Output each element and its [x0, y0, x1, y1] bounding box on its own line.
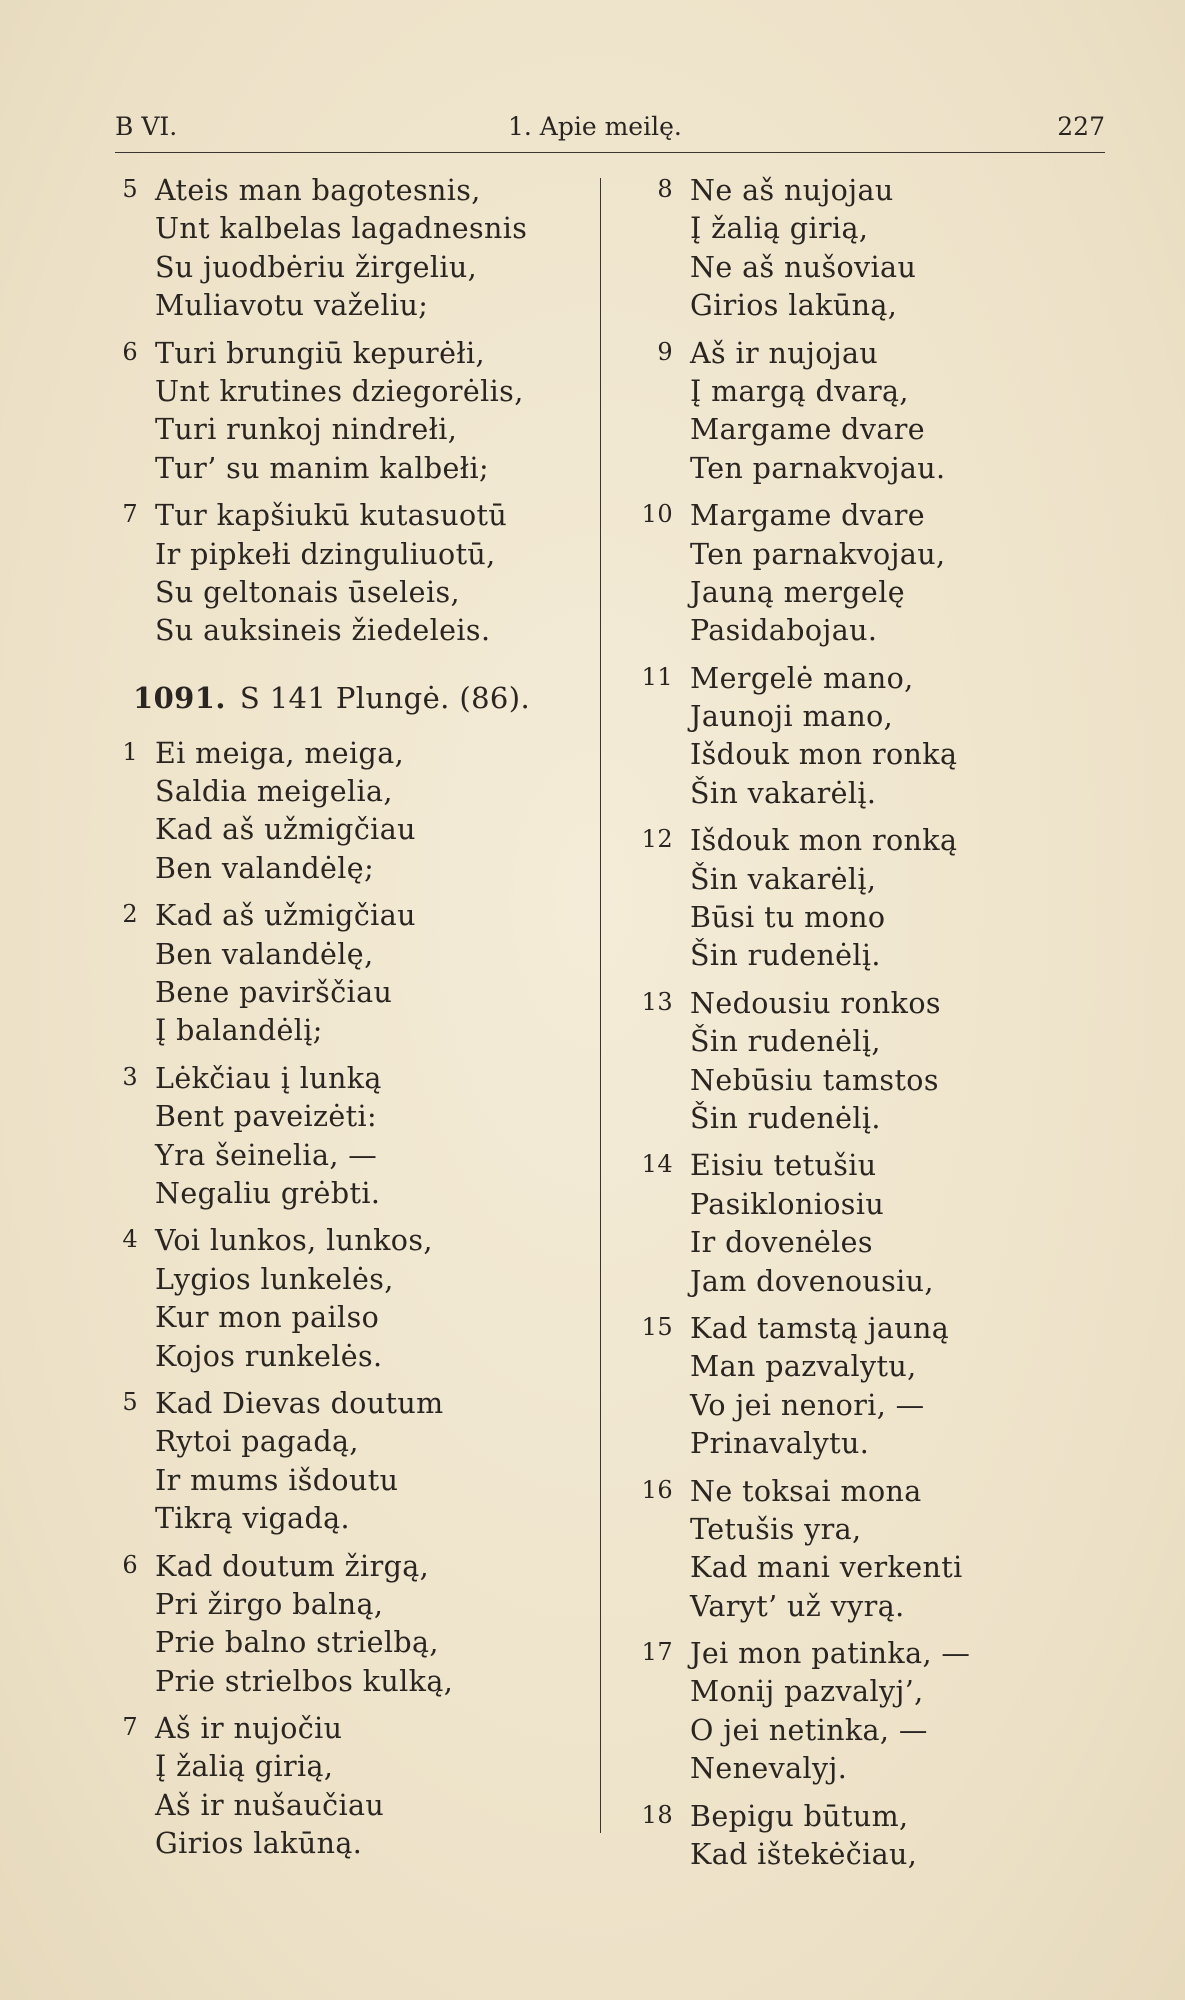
stanza-number: 6: [122, 1550, 138, 1579]
verse-line: Aš ir nujočiu: [155, 1712, 343, 1746]
verse-line: Išdouk mon ronką: [690, 738, 958, 772]
stanza-number: 3: [122, 1062, 138, 1091]
verse-line: Šin rudenėlį.: [690, 939, 881, 973]
verse-line: Nedousiu ronkos: [690, 986, 941, 1020]
verse-line: Su auksineis žiedeleis.: [155, 614, 491, 648]
verse-line: Ben valandėlę;: [155, 851, 375, 885]
verse-line: Šin vakarėlį,: [690, 862, 877, 896]
verse-line: Pri žirgo balną,: [155, 1587, 384, 1621]
stanza-number: 17: [641, 1638, 673, 1667]
verse-line: Kad mani verkenti: [690, 1551, 963, 1585]
song-number: 1091.: [133, 680, 226, 715]
verse-line: Ben valandėlę,: [155, 937, 374, 971]
verse-line: Voi lunkos, lunkos,: [155, 1224, 433, 1258]
verse-line: Yra šeinelia, —: [155, 1138, 378, 1172]
verse-line: Varyt’ už vyrą.: [690, 1589, 905, 1623]
verse-line: Negaliu grėbti.: [155, 1176, 381, 1210]
stanza: [635, 1147, 1105, 1301]
verse-line: Kur mon pailso: [155, 1301, 380, 1335]
page-header: [115, 112, 1105, 152]
verse-line: Kad aš užmigčiau: [155, 813, 416, 847]
verse-line: Lėkčiau į lunką: [155, 1061, 382, 1095]
column-divider: [600, 178, 601, 1833]
stanza-lines: [155, 735, 570, 889]
verse-line: Ir pipkełi dzinguliuotū,: [155, 537, 496, 571]
stanza-lines: [155, 1385, 570, 1539]
verse-line: Kad Dievas doutum: [155, 1386, 444, 1420]
stanza: [635, 172, 1105, 326]
verse-line: Aš ir nušaučiau: [155, 1788, 385, 1822]
stanza-number: 4: [122, 1225, 138, 1254]
verse-line: Margame dvare: [690, 413, 926, 447]
verse-line: Nebūsiu tamstos: [690, 1063, 939, 1097]
verse-line: Jauną mergelę: [690, 575, 905, 609]
stanza-lines: [155, 497, 570, 651]
stanza-number: 15: [641, 1312, 673, 1341]
stanza-lines: [155, 1060, 570, 1214]
verse-line: Prinavalytu.: [690, 1427, 870, 1461]
verse-line: Aš ir nujojau: [690, 336, 879, 370]
verse-line: Tikrą vigadą.: [155, 1502, 351, 1536]
intro-stanzas: [100, 172, 570, 651]
verse-line: Kad tamstą jauną: [690, 1311, 950, 1345]
stanza-lines: [690, 1310, 1105, 1464]
stanza: [635, 1473, 1105, 1627]
stanza: [635, 1798, 1105, 1875]
stanza: [635, 822, 1105, 976]
verse-line: Ne toksai mona: [690, 1474, 922, 1508]
song-source: S 141 Plungė. (86).: [239, 680, 531, 715]
verse-line: Saldia meigelia,: [155, 775, 393, 809]
left-column: [100, 172, 570, 1873]
stanza-number: 14: [641, 1150, 673, 1179]
verse-line: Prie balno strielbą,: [155, 1626, 439, 1660]
stanza-lines: [155, 1222, 570, 1376]
verse-line: Bent paveizėti:: [155, 1100, 378, 1134]
stanza-lines: [690, 985, 1105, 1139]
verse-line: Ir dovenėles: [690, 1226, 873, 1260]
verse-line: Lygios lunkelės,: [155, 1262, 394, 1296]
stanza-lines: [690, 1473, 1105, 1627]
verse-line: Bene paviršči̇au: [155, 976, 393, 1010]
stanza: [100, 1548, 570, 1702]
running-title: 1. Apie meilę.: [508, 112, 682, 141]
verse-line: Tur’ su manim kalbełi;: [155, 451, 489, 485]
stanza-lines: [690, 172, 1105, 326]
stanza: [635, 985, 1105, 1139]
verse-line: Į žalią girią,: [690, 212, 869, 246]
verse-line: Jei mon patinka, —: [690, 1637, 971, 1671]
verse-line: Vo jei nenori, —: [690, 1388, 925, 1422]
stanza-number: 2: [122, 900, 138, 929]
verse-line: Tur kapšiukū kutasuotū: [155, 499, 508, 533]
stanza: [635, 497, 1105, 651]
stanza: [100, 335, 570, 489]
verse-line: Ten parnakvojau.: [690, 451, 946, 485]
section-label: B VI.: [115, 112, 178, 141]
verse-line: Ateis man bagotesnis,: [155, 174, 481, 207]
verse-line: Su geltonais ūseleis,: [155, 575, 460, 609]
verse-line: Tetušis yra,: [690, 1512, 862, 1546]
stanza: [100, 1060, 570, 1214]
right-column: [635, 172, 1105, 1883]
stanza-lines: [690, 1635, 1105, 1789]
stanza-lines: [155, 1710, 570, 1864]
stanza-number: 13: [641, 987, 673, 1016]
verse-line: Eisiu tetušiu: [690, 1149, 877, 1183]
verse-line: Bepigu būtum,: [690, 1799, 909, 1833]
verse-line: Šin rudenėlį.: [690, 1101, 881, 1135]
verse-line: Šin vakarėlį.: [690, 776, 877, 810]
stanza: [100, 1710, 570, 1864]
stanza-lines: [155, 335, 570, 489]
verse-line: Kojos runkelės.: [155, 1339, 383, 1373]
verse-line: Jam dovenousiu,: [690, 1264, 934, 1298]
stanza-number: 10: [641, 500, 673, 529]
verse-line: Unt kalbelas lagadnesnis: [155, 212, 528, 246]
verse-line: Jaunoji mano,: [690, 700, 894, 734]
stanza-lines: [690, 660, 1105, 814]
stanza: [100, 1385, 570, 1539]
verse-line: Ten parnakvojau,: [690, 537, 946, 571]
verse-line: Pasikloniosiu: [690, 1187, 885, 1221]
stanza-lines: [690, 1147, 1105, 1301]
verse-line: Unt krutines dziegorėlis,: [155, 374, 524, 408]
verse-line: Turi brungiū kepurėłi,: [155, 336, 485, 370]
verse-line: Į balandėlį;: [155, 1014, 323, 1048]
stanza-number: 5: [122, 175, 138, 203]
verse-line: Monij pazvalyj’,: [690, 1675, 924, 1709]
stanza-lines: [155, 897, 570, 1051]
stanza: [100, 497, 570, 651]
verse-line: Muliavotu važeliu;: [155, 289, 429, 323]
stanza-number: 18: [641, 1800, 673, 1829]
stanza-lines: [690, 497, 1105, 651]
stanza-lines: [155, 1548, 570, 1702]
stanza-number: 7: [122, 500, 138, 529]
verse-line: Mergelė mano,: [690, 661, 914, 695]
stanza-lines: [690, 335, 1105, 489]
stanza-number: 5: [122, 1387, 138, 1416]
verse-line: Turi runkoj nindrełi,: [155, 413, 458, 447]
verse-line: O jei netinka, —: [690, 1713, 928, 1747]
verse-line: Kad aš užmigčiau: [155, 899, 416, 933]
page-number: 227: [1057, 112, 1105, 141]
stanza: [635, 1635, 1105, 1789]
verse-line: Prie strielbos kulką,: [155, 1664, 454, 1698]
verse-line: Į margą dvarą,: [690, 374, 909, 408]
stanza: [100, 172, 570, 326]
right-stanzas: [635, 172, 1105, 1874]
stanza-lines: [690, 1798, 1105, 1875]
stanza-lines: [155, 172, 570, 326]
stanza: [635, 1310, 1105, 1464]
stanza-number: 9: [657, 337, 673, 366]
stanza: [100, 1222, 570, 1376]
stanza: [100, 735, 570, 889]
stanza-number: 11: [641, 662, 673, 691]
verse-line: Kad doutum žirgą,: [155, 1549, 430, 1583]
verse-line: Margame dvare: [690, 499, 926, 533]
stanza-number: 6: [122, 337, 138, 366]
verse-line: Ne aš nušoviau: [690, 250, 917, 284]
stanza-number: 7: [122, 1713, 138, 1742]
verse-line: Ir mums išdoutu: [155, 1463, 399, 1497]
verse-line: Būsi tu mono: [690, 901, 886, 935]
stanza: [100, 897, 570, 1051]
verse-line: Girios lakūną,: [690, 289, 898, 323]
verse-line: Į žalią girią,: [155, 1750, 334, 1784]
verse-line: Pasidabojau.: [690, 614, 878, 648]
verse-line: Išdouk mon ronką: [690, 824, 958, 858]
verse-line: Nenevalyj.: [690, 1752, 848, 1786]
stanza: [635, 335, 1105, 489]
stanza-lines: [690, 822, 1105, 976]
verse-line: Girios lakūną.: [155, 1827, 363, 1861]
verse-line: Su juodbėriu žirgeliu,: [155, 250, 478, 284]
verse-line: Šin rudenėlį,: [690, 1025, 881, 1059]
verse-line: Kad ištekėčiau,: [690, 1838, 918, 1872]
stanza-number: 8: [657, 175, 673, 203]
verse-line: Rytoi pagadą,: [155, 1425, 359, 1459]
song-stanzas: [100, 735, 570, 1864]
stanza-number: 16: [641, 1475, 673, 1504]
stanza: [635, 660, 1105, 814]
stanza-number: 12: [641, 825, 673, 854]
header-rule: [115, 152, 1105, 153]
stanza-number: 1: [122, 737, 138, 766]
verse-line: Ei meiga, meiga,: [155, 736, 405, 770]
verse-line: Ne aš nujojau: [690, 174, 894, 207]
song-heading: [133, 677, 570, 719]
verse-line: Man pazvalytu,: [690, 1350, 917, 1384]
